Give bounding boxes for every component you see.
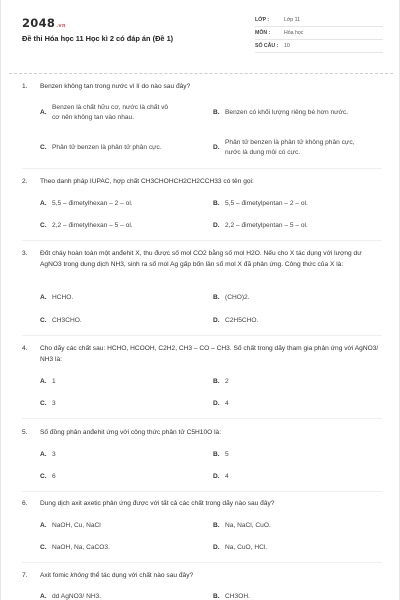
option-a[interactable] <box>40 103 200 123</box>
option-d[interactable] <box>213 138 373 158</box>
question-number: 2. <box>22 178 28 185</box>
option-text: NaOH, Cu, NaCl <box>52 522 101 529</box>
option-label: D. <box>213 144 220 151</box>
meta-value: Hóa học <box>284 30 304 36</box>
option-label: C. <box>40 400 47 407</box>
question-stem <box>22 570 382 581</box>
question-number: 6. <box>22 500 28 507</box>
question-text: Đốt cháy hoàn toàn một anđehit X, thu được số mol CO2 bằng số mol H2O. Nếu cho X tác dụng với lượng dư AgNO3 trong dung dịch NH3, sinh ra số mol Ag gấp bốn lần số mol X đã phản ứng. Công thức của X là: <box>40 250 362 268</box>
option-d[interactable] <box>213 221 373 231</box>
option-text: NaOH, Na, CaCO3. <box>52 544 110 551</box>
option-text: CH3OH. <box>225 593 250 600</box>
option-d[interactable] <box>213 472 373 482</box>
meta-key: MÔN : <box>255 30 271 36</box>
document-header <box>1 0 400 76</box>
question-stem <box>22 176 382 187</box>
option-text: 5 <box>225 451 229 458</box>
question-text-part: Axit fomic <box>40 572 71 579</box>
option-text: Phân tử benzen là phân tử phân cực. <box>52 144 162 151</box>
option-label: D. <box>213 544 220 551</box>
option-text: 4 <box>225 473 229 480</box>
meta-key: SỐ CÂU : <box>255 43 279 49</box>
logo-suffix: .vn <box>56 23 66 29</box>
option-text: Phân tử benzen là phân tử không phân cực, nước là dung môi có cực. <box>225 139 355 156</box>
question-stem <box>22 81 382 92</box>
option-label: C. <box>40 317 47 324</box>
option-a[interactable] <box>40 377 200 387</box>
option-text: HCHO. <box>52 294 74 301</box>
document-meta <box>255 14 383 53</box>
option-text: 6 <box>52 473 56 480</box>
option-label: A. <box>40 294 47 301</box>
option-a[interactable] <box>40 521 200 531</box>
question-number: 4. <box>22 345 28 352</box>
option-label: D. <box>213 222 220 229</box>
option-label: B. <box>213 378 220 385</box>
option-text: 5,5 – đimetylhexan – 2 – ol. <box>52 200 133 207</box>
option-text: 1 <box>52 378 56 385</box>
question-text-emphasis: không <box>70 572 89 579</box>
option-label: C. <box>40 144 47 151</box>
question-text: Cho dãy các chất sau: HCHO, HCOOH, C2H2, CH3 – CO – CH3. Số chất trong dãy tham gia phản ứng với AgNO3/ NH3 là: <box>40 345 379 363</box>
question-text: Theo danh pháp IUPAC, hợp chất CH3CHOHCH2CH2CCH33 có tên gọi: <box>40 178 254 185</box>
option-text: Benzen có khối lượng riêng bé hơn nước. <box>225 109 348 116</box>
option-label: A. <box>40 378 47 385</box>
question-separator <box>22 240 382 241</box>
option-b[interactable] <box>213 521 373 531</box>
option-text: 2 <box>225 378 229 385</box>
logo-text: 2048 <box>22 16 56 30</box>
option-c[interactable] <box>40 543 200 553</box>
option-label: B. <box>213 200 220 207</box>
meta-row-subject <box>255 27 383 40</box>
option-label: B. <box>213 593 220 600</box>
question-text-part: thể tác dụng với chất nào sau đây? <box>88 572 194 579</box>
option-text: 3 <box>52 451 56 458</box>
option-text: dd AgNO3/ NH3. <box>52 593 102 600</box>
option-label: D. <box>213 400 220 407</box>
question-separator <box>22 335 382 336</box>
option-c[interactable] <box>40 221 200 231</box>
question-stem <box>22 248 382 270</box>
option-d[interactable] <box>213 316 373 326</box>
question-separator <box>22 168 382 169</box>
option-text: 2,2 – đimetylhexan – 5 – ol. <box>52 222 133 229</box>
option-label: B. <box>213 451 220 458</box>
option-label: C. <box>40 222 47 229</box>
option-label: A. <box>40 451 47 458</box>
option-text: Na, NaCl, CuO. <box>225 522 271 529</box>
option-text: CH3CHO. <box>52 317 82 324</box>
question-text: Số đồng phân anđehit ứng với công thức phân tử C5H10O là: <box>40 429 222 436</box>
meta-row-question-count <box>255 40 383 53</box>
option-b[interactable] <box>213 108 388 118</box>
option-text: 3 <box>52 400 56 407</box>
option-d[interactable] <box>213 399 373 409</box>
option-d[interactable] <box>213 543 373 553</box>
question-separator <box>22 562 382 563</box>
option-b[interactable] <box>213 377 373 387</box>
meta-value: 10 <box>284 43 290 49</box>
option-a[interactable] <box>40 293 200 303</box>
question-text <box>40 570 382 581</box>
question-separator <box>22 491 382 492</box>
option-c[interactable] <box>40 399 200 409</box>
question-number: 1. <box>22 83 28 90</box>
option-label: A. <box>40 522 47 529</box>
option-label: B. <box>213 294 220 301</box>
option-label: C. <box>40 544 47 551</box>
question-stem <box>22 343 382 365</box>
option-label: A. <box>40 109 47 116</box>
option-label: D. <box>213 317 220 324</box>
option-label: A. <box>40 593 47 600</box>
option-c[interactable] <box>40 316 200 326</box>
question-number: 3. <box>22 250 28 257</box>
question-text: Dung dịch axit axetic phản ứng được với tất cả các chất trong dãy nào sau đây? <box>40 500 275 507</box>
option-label: C. <box>40 473 47 480</box>
option-b[interactable] <box>213 293 373 303</box>
meta-row-class <box>255 14 383 27</box>
option-label: A. <box>40 200 47 207</box>
option-b[interactable] <box>213 199 373 209</box>
option-b[interactable] <box>213 592 373 600</box>
option-c[interactable] <box>40 143 200 153</box>
option-a[interactable] <box>40 450 200 460</box>
option-a[interactable] <box>40 199 200 209</box>
option-label: B. <box>213 522 220 529</box>
option-text: Benzen là chất hữu cơ, nước là chất vô cơ nên không tan vào nhau. <box>52 104 169 121</box>
option-text: 4 <box>225 400 229 407</box>
option-label: B. <box>213 109 220 116</box>
question-text: Benzen không tan trong nước vì lí do nào sau đây? <box>40 83 191 90</box>
meta-key: LỚP : <box>255 17 270 23</box>
question-number: 7. <box>22 572 28 579</box>
option-text: C2H5CHO. <box>225 317 259 324</box>
option-a[interactable] <box>40 592 200 600</box>
option-b[interactable] <box>213 450 373 460</box>
option-text: (CHO)2. <box>225 294 250 301</box>
document-title: Đề thi Hóa học 11 Học kì 2 có đáp án (Đề 1) <box>22 34 174 43</box>
question-stem <box>22 498 382 509</box>
question-stem <box>22 427 382 438</box>
header-divider <box>9 73 393 74</box>
option-text: 2,2 – đimetylpentan – 5 – ol. <box>225 222 308 229</box>
site-logo[interactable] <box>22 16 66 30</box>
question-separator <box>22 418 382 419</box>
option-label: D. <box>213 473 220 480</box>
option-c[interactable] <box>40 472 200 482</box>
option-text: Na, CuO, HCl. <box>225 544 268 551</box>
question-number: 5. <box>22 429 28 436</box>
meta-value: Lớp 11 <box>284 17 300 23</box>
option-text: 5,5 – đimetylpentan – 2 – ol. <box>225 200 308 207</box>
